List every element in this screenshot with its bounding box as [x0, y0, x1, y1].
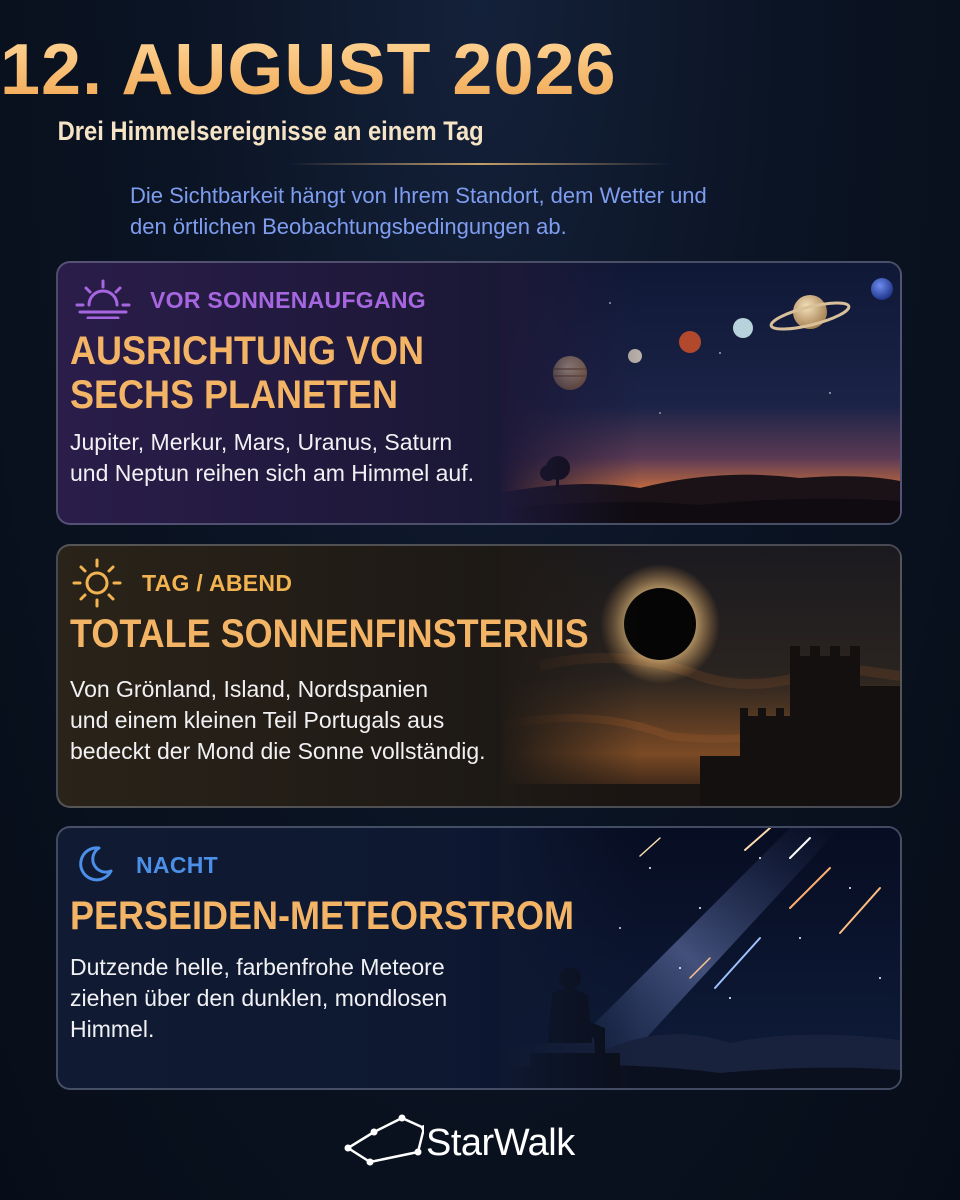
card-description — [70, 427, 474, 489]
card-title — [70, 329, 424, 417]
card-title-line-1: AUSRICHTUNG VON — [70, 329, 425, 373]
constellation-logo-icon — [344, 1108, 424, 1168]
sunrise-icon — [74, 279, 132, 319]
card-tag: TAG / ABEND — [142, 570, 293, 596]
visibility-note — [130, 180, 830, 242]
page-subtitle: Drei Himmelsereignisse an einem Tag — [57, 116, 484, 146]
card-title-line-1: TOTALE SONNENFINSTERNIS — [70, 612, 589, 656]
visibility-note-line-1: Die Sichtbarkeit hängt von Ihrem Standort, dem Wetter und — [130, 183, 707, 208]
starwalk-logo — [344, 1108, 604, 1168]
card-tag: NACHT — [136, 852, 218, 878]
page-title: 12. AUGUST 2026 — [0, 30, 960, 110]
header-divider — [290, 163, 670, 165]
visibility-note-line-2: den örtlichen Beobachtungsbedingungen ab. — [130, 214, 567, 239]
card-description-line-2: ziehen über den dunklen, mondlosen — [70, 985, 448, 1011]
moon-icon — [74, 844, 114, 884]
card-description-line-2: und einem kleinen Teil Portugals aus — [70, 707, 445, 733]
card-title-line-2: SECHS PLANETEN — [70, 373, 399, 417]
card-description-line-1: Jupiter, Merkur, Mars, Uranus, Saturn — [70, 429, 453, 455]
card-tag: VOR SONNENAUFGANG — [150, 287, 427, 313]
sun-icon — [72, 558, 122, 608]
event-card-solar-eclipse — [56, 544, 902, 808]
card-title — [70, 894, 574, 938]
card-description-line-3: bedeckt der Mond die Sonne vollständig. — [70, 738, 486, 764]
event-card-planet-alignment — [56, 261, 902, 525]
brand-name: StarWalk — [426, 1122, 575, 1164]
event-card-perseids — [56, 826, 902, 1090]
card-description-line-3: Himmel. — [70, 1016, 155, 1042]
solar-eclipse-illustration — [500, 546, 900, 806]
card-description-line-2: und Neptun reihen sich am Himmel auf. — [70, 460, 474, 486]
card-description — [70, 674, 486, 767]
card-description-line-1: Dutzende helle, farbenfrohe Meteore — [70, 954, 445, 980]
card-title-line-1: PERSEIDEN-METEORSTROM — [70, 894, 575, 938]
meteor-shower-illustration — [500, 828, 900, 1088]
card-title — [70, 612, 589, 656]
card-description-line-1: Von Grönland, Island, Nordspanien — [70, 676, 429, 702]
card-description — [70, 952, 447, 1045]
planet-alignment-illustration — [500, 263, 900, 523]
